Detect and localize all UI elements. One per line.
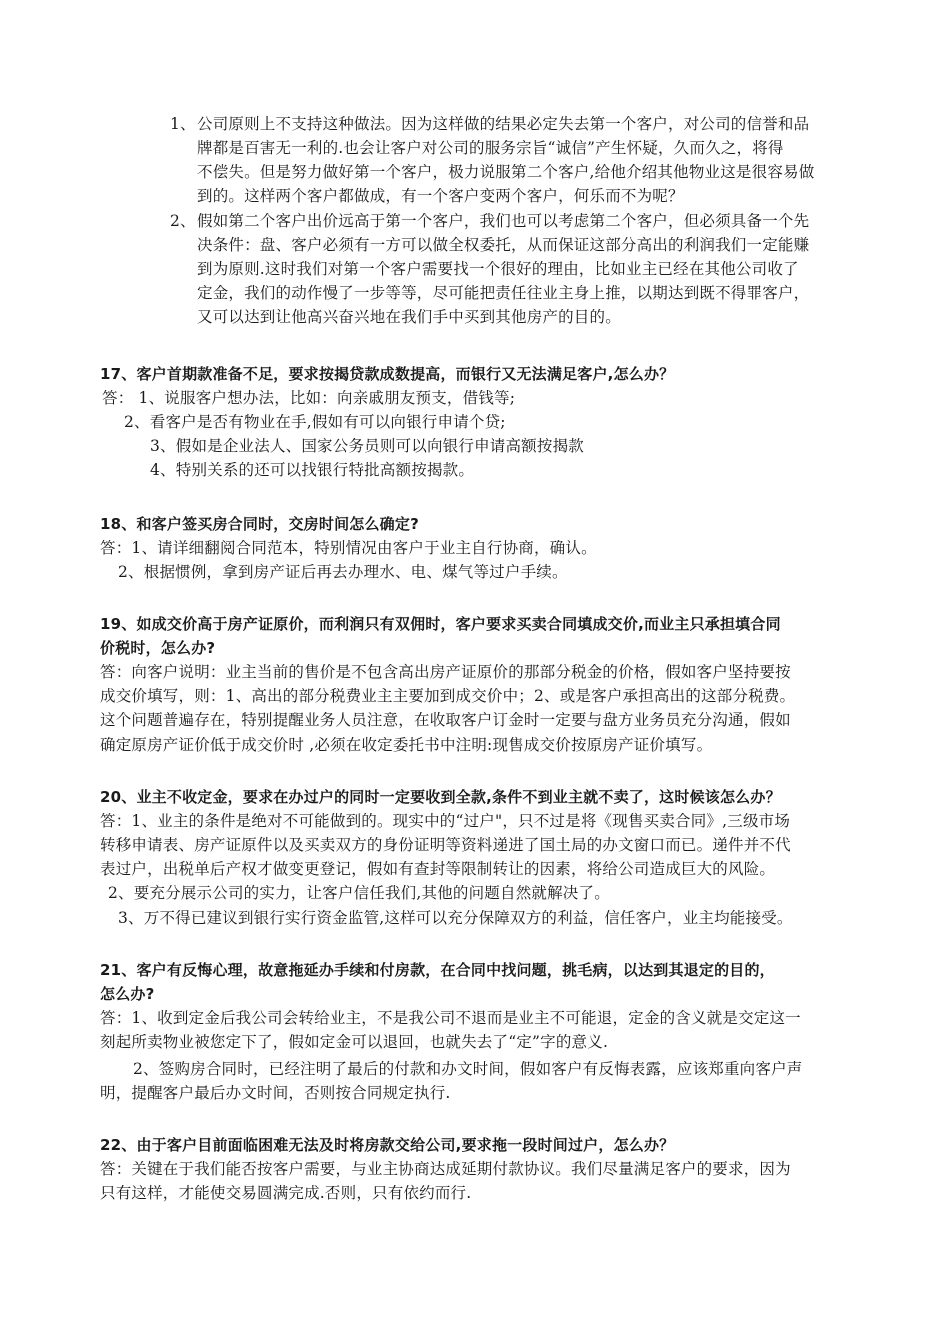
answer-line: 2、要充分展示公司的实力，让客户信任我们,其他的问题自然就解决了。: [108, 884, 610, 902]
question-heading: 价税时，怎么办?: [100, 639, 216, 657]
answer-line: 这个问题普遍存在，特别提醒业务人员注意，在收取客户订金时一定要与盘方业务员充分沟通，假如: [100, 711, 791, 729]
answer-line: 明，提醒客户最后办文时间，否则按合同规定执行.: [100, 1084, 451, 1102]
answer-line: 答：1、请详细翻阅合同范本，特别情况由客户于业主自行协商，确认。: [100, 539, 597, 557]
answer-line: 答： 1、说服客户想办法，比如：向亲戚朋友预支，借钱等;: [102, 389, 516, 407]
answer-line: 2、签购房合同时，已经注明了最后的付款和办文时间，假如客户有反悔表露，应该郑重向客户声: [133, 1060, 803, 1078]
answer-line: 答：1、收到定金后我公司会转给业主，不是我公司不退而是业主不可能退，定金的含义就是交定这一: [100, 1009, 801, 1027]
list-item-text: 决条件：盘、客户必须有一方可以做全权委托，从而保证这部分高出的利润我们一定能赚: [197, 236, 810, 254]
list-item-text: 牌都是百害无一利的.也会让客户对公司的服务宗旨“诚信”产生怀疑，久而久之，将得: [197, 139, 784, 157]
answer-line: 答：1、业主的条件是绝对不可能做到的。现实中的“过户"，只不过是将《现售买卖合同》,三级市场: [100, 812, 791, 830]
question-heading: 18、和客户签买房合同时，交房时间怎么确定?: [100, 515, 419, 533]
list-item-text: 到为原则.这时我们对第一个客户需要找一个很好的理由，比如业主已经在其他公司收了: [197, 260, 799, 278]
answer-line: 答：关键在于我们能否按客户需要，与业主协商达成延期付款协议。我们尽量满足客户的要求，因为: [100, 1160, 791, 1178]
answer-line: 成交价填写，则：1、高出的部分税费业主主要加到成交价中；2、或是客户承担高出的这部分税费。: [100, 687, 796, 705]
question-heading: 20、业主不收定金，要求在办过户的同时一定要收到全款,条件不到业主就不卖了，这时候该怎么办？: [100, 788, 781, 806]
answer-line: 确定原房产证价低于成交价时 ,必须在收定委托书中注明:现售成交价按原房产证价填写。: [100, 736, 713, 754]
question-heading: 怎么办?: [100, 985, 155, 1003]
list-item-number: 1、: [170, 115, 196, 133]
list-item-text: 又可以达到让他高兴奋兴地在我们手中买到其他房产的目的。: [197, 308, 621, 326]
question-heading: 17、客户首期款准备不足，要求按揭贷款成数提高，而银行又无法满足客户,怎么办？: [100, 365, 675, 383]
answer-line: 2、看客户是否有物业在手,假如有可以向银行申请个贷;: [124, 413, 506, 431]
question-heading: 19、如成交价高于房产证原价，而利润只有双佣时，客户要求买卖合同填成交价,而业主只承担填合同: [100, 615, 781, 633]
list-item-text: 公司原则上不支持这种做法。因为这样做的结果必定失去第一个客户，对公司的信誉和品: [197, 115, 810, 133]
answer-line: 答：向客户说明：业主当前的售价是不包含高出房产证原价的那部分税金的价格，假如客户坚持要按: [100, 663, 791, 681]
answer-line: 刻起所卖物业被您定下了，假如定金可以退回，也就失去了“定”字的意义.: [100, 1033, 609, 1051]
list-item-number: 2、: [170, 212, 196, 230]
answer-line: 2、根据惯例，拿到房产证后再去办理水、电、煤气等过户手续。: [118, 563, 568, 581]
answer-line: 3、假如是企业法人、国家公务员则可以向银行申请高额按揭款: [150, 437, 584, 455]
question-heading: 22、由于客户目前面临困难无法及时将房款交给公司,要求拖一段时间过户，怎么办？: [100, 1136, 675, 1154]
list-item-text: 假如第二个客户出价远高于第一个客户，我们也可以考虑第二个客户，但必须具备一个先: [197, 212, 810, 230]
list-item-text: 不偿失。但是努力做好第一个客户，极力说服第二个客户,给他介绍其他物业这是很容易做: [197, 163, 815, 181]
answer-line: 转移申请表、房产证原件以及买卖双方的身份证明等资料递进了国土局的办文窗口而已。递件并不代: [100, 836, 791, 854]
answer-line: 只有这样，才能使交易圆满完成.否则，只有依约而行.: [100, 1184, 472, 1202]
list-item-text: 定金，我们的动作慢了一步等等，尽可能把责任往业主身上推，以期达到既不得罪客户，: [197, 284, 810, 302]
answer-line: 表过户，出税单后产权才做变更登记，假如有查封等限制转让的因素，将给公司造成巨大的风险。: [100, 860, 776, 878]
question-heading: 21、客户有反悔心理，故意拖延办手续和付房款，在合同中找问题，挑毛病，以达到其退定的目的，: [100, 961, 775, 979]
list-item-text: 到的。这样两个客户都做成，有一个客户变两个客户，何乐而不为呢？: [197, 187, 684, 205]
answer-line: 4、特别关系的还可以找银行特批高额按揭款。: [150, 461, 475, 479]
answer-line: 3、万不得已建议到银行实行资金监管,这样可以充分保障双方的利益，信任客户，业主均能接受。: [118, 909, 793, 927]
